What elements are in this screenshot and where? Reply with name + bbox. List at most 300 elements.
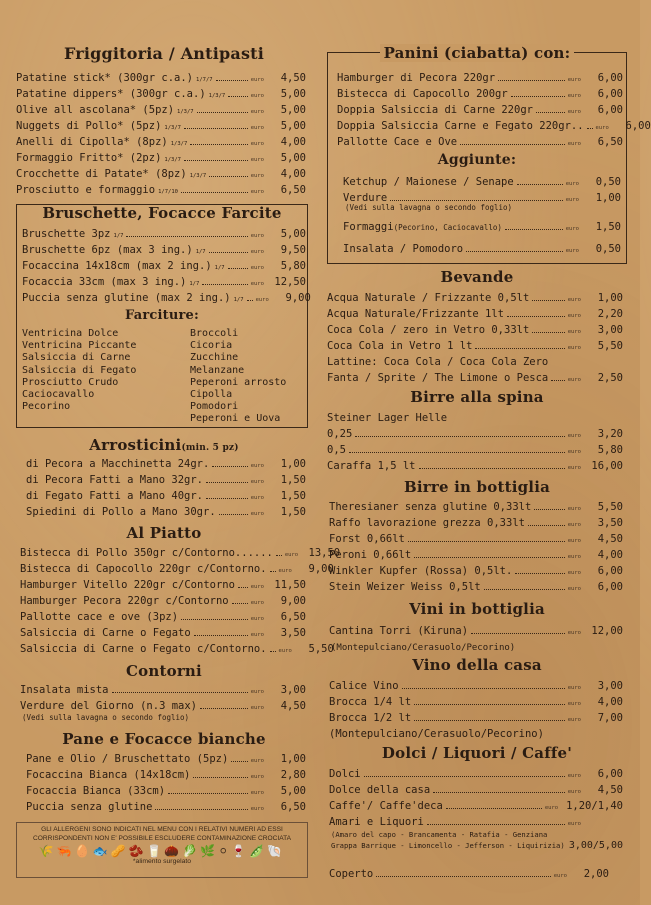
- currency-label: euro: [284, 552, 299, 558]
- menu-item-price: 5,00: [280, 88, 306, 100]
- surgelato-note: *alimento surgelato: [132, 857, 192, 865]
- currency-label: euro: [544, 805, 559, 811]
- currency-label: euro: [565, 197, 579, 203]
- menu-item-name: Spiedini di Pollo a Mano 30gr.: [26, 506, 216, 518]
- currency-label: euro: [565, 248, 579, 254]
- allergen-codes: 1/3/7: [177, 109, 194, 115]
- menu-item-price: 5,50: [597, 340, 623, 352]
- menu-item: [337, 134, 623, 150]
- farciture-title: Farciture:: [124, 308, 200, 323]
- currency-label: euro: [250, 632, 264, 638]
- currency-label: euro: [553, 873, 567, 879]
- menu-item: [329, 547, 623, 563]
- menu-item-name: Patatine stick* (300gr c.a.): [16, 72, 194, 84]
- menu-item: [329, 766, 623, 782]
- dots: [511, 87, 565, 97]
- amari-note-1: (Amaro del capo - Brancamenta - Ratafia - Genziana: [331, 830, 548, 839]
- menu-item-price: 4,50: [597, 784, 623, 796]
- dots: [390, 191, 562, 201]
- currency-label: euro: [567, 554, 581, 560]
- contorni-note: (Vedi sulla lavagna o secondo foglio): [22, 713, 190, 722]
- aggiunte-ketchup: [343, 174, 621, 190]
- aggiunte-verdure-note: (Vedi sulla lavagna o secondo foglio): [345, 203, 513, 212]
- menu-item-price: 1,00: [597, 292, 623, 304]
- dots: [270, 642, 276, 652]
- menu-item-price: 4,00: [597, 696, 623, 708]
- aggiunte-insalata-name: Insalata / Pomodoro: [343, 243, 464, 255]
- farcitura-item: Caciocavallo: [22, 389, 95, 401]
- aggiunte-insalata: [343, 241, 621, 257]
- currency-label: euro: [250, 141, 264, 147]
- friggitoria-title: Friggitoria / Antipasti: [63, 44, 265, 63]
- menu-item: [20, 561, 334, 577]
- menu-item-name: Coca Cola / zero in Vetro 0,33lt: [327, 324, 530, 336]
- menu-item: [16, 150, 306, 166]
- allergen-codes: 1/7: [195, 249, 206, 255]
- dots: [515, 564, 564, 574]
- menu-item-name: 0,25: [327, 428, 353, 440]
- vino-casa-list: [329, 678, 623, 726]
- currency-label: euro: [567, 449, 581, 455]
- bevande-fanta-wrap: [327, 370, 623, 386]
- amari-wrap: [329, 814, 623, 851]
- menu-item-price: 11,50: [274, 579, 306, 591]
- menu-item-name: Prosciutto e formaggio: [16, 184, 156, 196]
- aggiunte-verdure-name: Verdure: [343, 192, 388, 204]
- dots: [206, 473, 248, 483]
- dots: [433, 783, 565, 793]
- dots: [270, 562, 276, 572]
- dots: [532, 323, 564, 333]
- allergen-codes: 1/7/7: [196, 77, 213, 83]
- arrosticini-title: [16, 436, 312, 454]
- menu-item: [16, 70, 306, 86]
- menu-item: [20, 682, 306, 698]
- menu-item-price: 6,50: [280, 611, 306, 623]
- piatto-title: Al Piatto: [126, 524, 202, 542]
- menu-item: [327, 306, 623, 322]
- menu-item: [327, 338, 623, 354]
- dots: [427, 815, 565, 825]
- coperto-name: Coperto: [329, 868, 374, 880]
- currency-label: euro: [250, 125, 264, 131]
- piatto-list: [20, 545, 341, 657]
- menu-item-price: 6,50: [597, 136, 623, 148]
- dots: [536, 103, 565, 113]
- bruschette-title: Bruschette, Focacce Farcite: [42, 204, 282, 222]
- menu-item-name: Bruschette 6pz (max 3 ing.): [22, 244, 193, 256]
- menu-item: [337, 102, 623, 118]
- currency-label: euro: [567, 701, 581, 707]
- currency-label: euro: [567, 465, 581, 471]
- menu-item-price: 12,50: [274, 276, 306, 288]
- menu-item-name: Caffe'/ Caffe'deca: [329, 800, 443, 812]
- currency-label: euro: [567, 538, 581, 544]
- currency-label: euro: [278, 568, 292, 574]
- menu-item-price: 3,00: [597, 324, 623, 336]
- menu-item-name: Raffo lavorazione grezza 0,33lt: [329, 517, 525, 529]
- farcitura-item: Salsiccia di Fegato: [22, 364, 137, 376]
- currency-label: euro: [250, 157, 264, 163]
- menu-item-price: 6,00: [625, 120, 651, 132]
- allergen-codes: 1/7: [214, 265, 225, 271]
- bevande-list: [327, 290, 623, 354]
- currency-label: euro: [250, 584, 264, 590]
- dots: [528, 516, 565, 526]
- menu-item: [26, 504, 306, 520]
- menu-item-name: Salsiccia di Carne o Fegato c/Contorno.: [20, 643, 267, 655]
- farcitura-item: Prosciutto Crudo: [22, 376, 119, 388]
- dots: [505, 220, 563, 230]
- menu-item-price: 6,00: [597, 581, 623, 593]
- allergen-icons: 🌾🦐🥚🐟🥜🫘🥛🌰🥬🌿⚪🍷🫛🐚: [38, 844, 286, 858]
- dots: [212, 457, 247, 467]
- currency-label: euro: [250, 616, 264, 622]
- currency-label: euro: [567, 377, 581, 383]
- currency-label: euro: [567, 297, 581, 303]
- menu-item-price: 6,00: [597, 768, 623, 780]
- currency-label: euro: [250, 265, 264, 271]
- menu-item-name: Bistecca di Pollo 350gr c/Contorno......: [20, 547, 273, 559]
- dots: [155, 800, 247, 810]
- menu-item: [329, 782, 623, 798]
- menu-item: [16, 118, 306, 134]
- dots: [534, 500, 564, 510]
- menu-item: [327, 322, 623, 338]
- bevande-lattine: Lattine: Coca Cola / Coca Cola Zero: [327, 356, 549, 368]
- dots: [507, 307, 565, 317]
- menu-item: [26, 751, 306, 767]
- menu-item: [22, 274, 306, 290]
- menu-item-price: 1,00: [280, 753, 306, 765]
- menu-item: [329, 499, 623, 515]
- vini-title: Vini in bottiglia: [409, 600, 545, 618]
- dots: [194, 626, 248, 636]
- currency-label: euro: [250, 689, 264, 695]
- menu-item-name: Coca Cola in Vetro 1 lt: [327, 340, 473, 352]
- menu-item-price: 4,00: [597, 549, 623, 561]
- aggiunte-title: Aggiunte:: [437, 152, 517, 168]
- vini-item-name: Cantina Torri (Kiruna): [329, 625, 469, 637]
- dots: [419, 459, 565, 469]
- menu-item-price: 5,00: [280, 104, 306, 116]
- menu-item: [26, 799, 306, 815]
- spina-header: Steiner Lager Helle: [327, 412, 448, 424]
- menu-item-name: 0,5: [327, 444, 346, 456]
- menu-item-price: 16,00: [591, 460, 623, 472]
- aggiunte-list: [343, 174, 621, 257]
- vini-item: [329, 623, 623, 639]
- dolci-list: [329, 766, 623, 814]
- menu-item-name: Pallotte cace e ove (3pz): [20, 611, 179, 623]
- allergen-codes: 1/3/7: [208, 93, 226, 99]
- spina-title: Birre alla spina: [410, 388, 544, 406]
- dots: [190, 135, 247, 145]
- menu-item-name: di Fegato Fatti a Mano 40gr.: [26, 490, 204, 502]
- menu-item: [329, 531, 623, 547]
- menu-item: [22, 258, 306, 274]
- currency-label: euro: [250, 774, 264, 780]
- aggiunte-insalata-price: 0,50: [595, 243, 621, 255]
- farciture-left: [22, 328, 190, 426]
- farcitura-item: Peperoni e Uova: [190, 413, 281, 425]
- menu-item-price: 6,00: [597, 565, 623, 577]
- dots: [219, 505, 248, 515]
- menu-item-price: 4,00: [280, 136, 306, 148]
- arrosticini-list: [26, 456, 306, 520]
- currency-label: euro: [250, 790, 264, 796]
- dots: [232, 594, 248, 604]
- menu-item-name: Caraffa 1,5 lt: [327, 460, 416, 472]
- menu-item-name: Acqua Naturale / Frizzante 0,5lt: [327, 292, 530, 304]
- currency-label: euro: [567, 522, 581, 528]
- allergen-codes: 1/3/7: [170, 141, 188, 147]
- menu-item-name: Hamburger Pecora 220gr c/Contorno: [20, 595, 229, 607]
- currency-label: euro: [250, 77, 264, 83]
- menu-item-price: 7,00: [597, 712, 623, 724]
- menu-item-name: Bistecca di Capocollo 200gr: [337, 88, 508, 100]
- menu-item: [16, 134, 306, 150]
- farcitura-item: Cipolla: [190, 389, 233, 401]
- menu-item-price: 4,00: [280, 168, 306, 180]
- dots: [587, 119, 593, 129]
- menu-item-price: 5,50: [308, 643, 334, 655]
- arrosticini-title-text: Arrosticini: [89, 436, 182, 454]
- menu-item-name: Anelli di Cipolla* (8pz): [16, 136, 168, 148]
- dots: [484, 580, 565, 590]
- dots: [247, 291, 253, 301]
- menu-item-price: 6,50: [280, 801, 306, 813]
- menu-item-name: Focaccina Bianca (14x18cm): [26, 769, 191, 781]
- dots: [193, 768, 247, 778]
- menu-item-price: 3,00: [597, 680, 623, 692]
- bevande-fanta-price: 2,50: [597, 372, 623, 384]
- farciture-grid: [22, 328, 306, 426]
- menu-item-name: Pane e Olio / Bruschettato (5pz): [26, 753, 229, 765]
- dots: [498, 71, 565, 81]
- menu-item-name: Brocca 1/2 lt: [329, 712, 412, 724]
- menu-item: [20, 545, 341, 561]
- currency-label: euro: [567, 717, 581, 723]
- arrosticini-subtitle: (min. 5 pz): [181, 443, 239, 453]
- panini-title-text: Panini (ciabatta) con:: [380, 44, 575, 62]
- menu-item-name: Insalata mista: [20, 684, 109, 696]
- currency-label: euro: [255, 297, 269, 303]
- dots: [168, 784, 248, 794]
- dots: [517, 175, 563, 185]
- amari-note-line: [329, 840, 623, 851]
- bottiglia-title: Birre in bottiglia: [403, 478, 551, 496]
- dots: [181, 183, 248, 193]
- currency-label: euro: [250, 479, 264, 485]
- dots: [231, 752, 247, 762]
- dots: [184, 119, 248, 129]
- farcitura-item: Cicoria: [190, 340, 233, 352]
- dots: [414, 695, 565, 705]
- dots: [471, 624, 565, 634]
- currency-label: euro: [567, 789, 581, 795]
- menu-item-price: 1,50: [280, 490, 306, 502]
- aggiunte-ketchup-name: Ketchup / Maionese / Senape: [343, 176, 514, 188]
- menu-item: [329, 798, 623, 814]
- dots: [364, 767, 565, 777]
- bruschette-list: [22, 226, 311, 306]
- currency-label: euro: [567, 821, 581, 827]
- menu-item-price: 4,50: [280, 700, 306, 712]
- menu-item-name: Winkler Kupfer (Rossa) 0,5lt.: [329, 565, 513, 577]
- allergen-codes: 1/7/10: [158, 189, 178, 195]
- dots: [414, 711, 565, 721]
- currency-label: euro: [250, 511, 264, 517]
- currency-label: euro: [250, 93, 264, 99]
- menu-item-price: 5,00: [280, 228, 306, 240]
- currency-label: euro: [567, 506, 581, 512]
- menu-item-name: Acqua Naturale/Frizzante 1lt: [327, 308, 505, 320]
- aggiunte-verdure-price: 1,00: [595, 192, 621, 204]
- currency-label: euro: [250, 806, 264, 812]
- menu-item-name: Nuggets di Pollo* (5pz): [16, 120, 162, 132]
- menu-item-name: Puccia senza glutine (max 2 ing.): [22, 292, 231, 304]
- dots: [209, 243, 248, 253]
- dots: [466, 242, 563, 252]
- farciture-right: [190, 328, 306, 426]
- coperto-wrap: [329, 866, 609, 882]
- allergen-codes: 1/3/7: [189, 173, 207, 179]
- menu-item: [22, 226, 306, 242]
- farcitura-item: Ventricina Dolce: [22, 328, 119, 339]
- dots: [376, 867, 550, 877]
- menu-item-name: Bruschette 3pz: [22, 228, 111, 240]
- currency-label: euro: [250, 189, 264, 195]
- menu-item-name: Dolce della casa: [329, 784, 431, 796]
- menu-item-name: Olive all ascolana* (5pz): [16, 104, 175, 116]
- amari-row: [329, 814, 623, 830]
- menu-item-name: Hamburger Vitello 220gr c/Contorno: [20, 579, 235, 591]
- currency-label: euro: [250, 233, 264, 239]
- currency-label: euro: [567, 773, 581, 779]
- menu-item-price: 4,50: [280, 72, 306, 84]
- dots: [349, 443, 565, 453]
- currency-label: euro: [567, 433, 581, 439]
- menu-item: [329, 694, 623, 710]
- currency-label: euro: [278, 648, 292, 654]
- menu-item: [327, 426, 623, 442]
- menu-item-name: Focaccina 14x18cm (max 2 ing.): [22, 260, 212, 272]
- currency-label: euro: [250, 705, 264, 711]
- bevande-fanta-name: Fanta / Sprite / The Limone o Pesca: [327, 372, 549, 384]
- menu-item: [329, 515, 623, 531]
- currency-label: euro: [567, 77, 581, 83]
- menu-item: [26, 488, 306, 504]
- vini-item-price: 12,00: [591, 625, 623, 637]
- dots: [276, 546, 282, 556]
- menu-item: [329, 563, 623, 579]
- dots: [551, 371, 564, 381]
- menu-item: [26, 767, 306, 783]
- dots: [414, 548, 565, 558]
- menu-item: [16, 86, 306, 102]
- currency-label: euro: [567, 93, 581, 99]
- menu-item: [329, 678, 623, 694]
- currency-label: euro: [595, 125, 609, 131]
- menu-item-price: 6,00: [597, 72, 623, 84]
- currency-label: euro: [567, 109, 581, 115]
- aggiunte-formaggi-name: Formaggi: [343, 221, 394, 233]
- dots: [126, 227, 247, 237]
- currency-label: euro: [567, 630, 581, 636]
- menu-item: [337, 70, 623, 86]
- currency-label: euro: [567, 570, 581, 576]
- currency-label: euro: [567, 685, 581, 691]
- farcitura-item: Salsiccia di Carne: [22, 352, 131, 364]
- currency-label: euro: [567, 329, 581, 335]
- contorni-title: Contorni: [126, 662, 202, 680]
- currency-label: euro: [250, 109, 264, 115]
- farcitura-item: Broccoli: [190, 328, 239, 339]
- menu-item-name: Focaccia Bianca (33cm): [26, 785, 166, 797]
- bottiglia-list: [329, 499, 623, 595]
- currency-label: euro: [250, 600, 264, 606]
- menu-item: [16, 182, 306, 198]
- menu-item: [16, 166, 306, 182]
- menu-item-price: 3,50: [280, 627, 306, 639]
- panini-title: [325, 44, 629, 62]
- dots: [184, 151, 248, 161]
- menu-item: [329, 579, 623, 595]
- dots: [408, 532, 565, 542]
- dots: [206, 489, 248, 499]
- menu-item-price: 3,50: [597, 517, 623, 529]
- friggitoria-list: [16, 70, 306, 198]
- menu-item: [20, 577, 306, 593]
- menu-item: [327, 290, 623, 306]
- farcitura-item: Zucchine: [190, 352, 239, 364]
- menu-item-price: 1,50: [280, 474, 306, 486]
- currency-label: euro: [565, 226, 579, 232]
- menu-item-price: 2,20: [597, 308, 623, 320]
- allergen-codes: 1/7: [233, 297, 244, 303]
- spina-list: [327, 426, 623, 474]
- menu-item-name: Peroni 0,66lt: [329, 549, 412, 561]
- dots: [446, 799, 542, 809]
- farcitura-item: Melanzane: [190, 364, 245, 376]
- menu-item: [26, 472, 306, 488]
- menu-item: [20, 593, 306, 609]
- menu-item-name: Doppia Salsiccia Carne e Fegato 220gr..: [337, 120, 584, 132]
- dots: [216, 71, 248, 81]
- allergen-codes: 1/7: [189, 281, 200, 287]
- menu-item: [26, 783, 306, 799]
- currency-label: euro: [250, 173, 264, 179]
- contorni-list: [20, 682, 306, 714]
- menu-item-name: Theresianer senza glutine 0,33lt: [329, 501, 532, 513]
- menu-item: [327, 458, 623, 474]
- allergeni-text: GLI ALLERGENI SONO INDICATI NEL MENU CON I RELATIVI NUMERI AD ESSI CORRISPONDENTI NON E' POSSIBILE ESCLUDERE CONTAMINAZIONE CROCIATA: [32, 826, 292, 842]
- coperto-row: [329, 866, 609, 882]
- currency-label: euro: [250, 758, 264, 764]
- currency-label: euro: [250, 463, 264, 469]
- menu-item: [20, 625, 306, 641]
- dots: [532, 291, 564, 301]
- menu-item-price: 9,50: [280, 244, 306, 256]
- currency-label: euro: [567, 313, 581, 319]
- currency-label: euro: [250, 281, 264, 287]
- currency-label: euro: [567, 586, 581, 592]
- farcitura-item: Pecorino: [22, 401, 71, 413]
- amari-price: 3,00/5,00: [568, 840, 623, 851]
- menu-item: [20, 641, 334, 657]
- pane-title: Pane e Focacce bianche: [62, 730, 266, 748]
